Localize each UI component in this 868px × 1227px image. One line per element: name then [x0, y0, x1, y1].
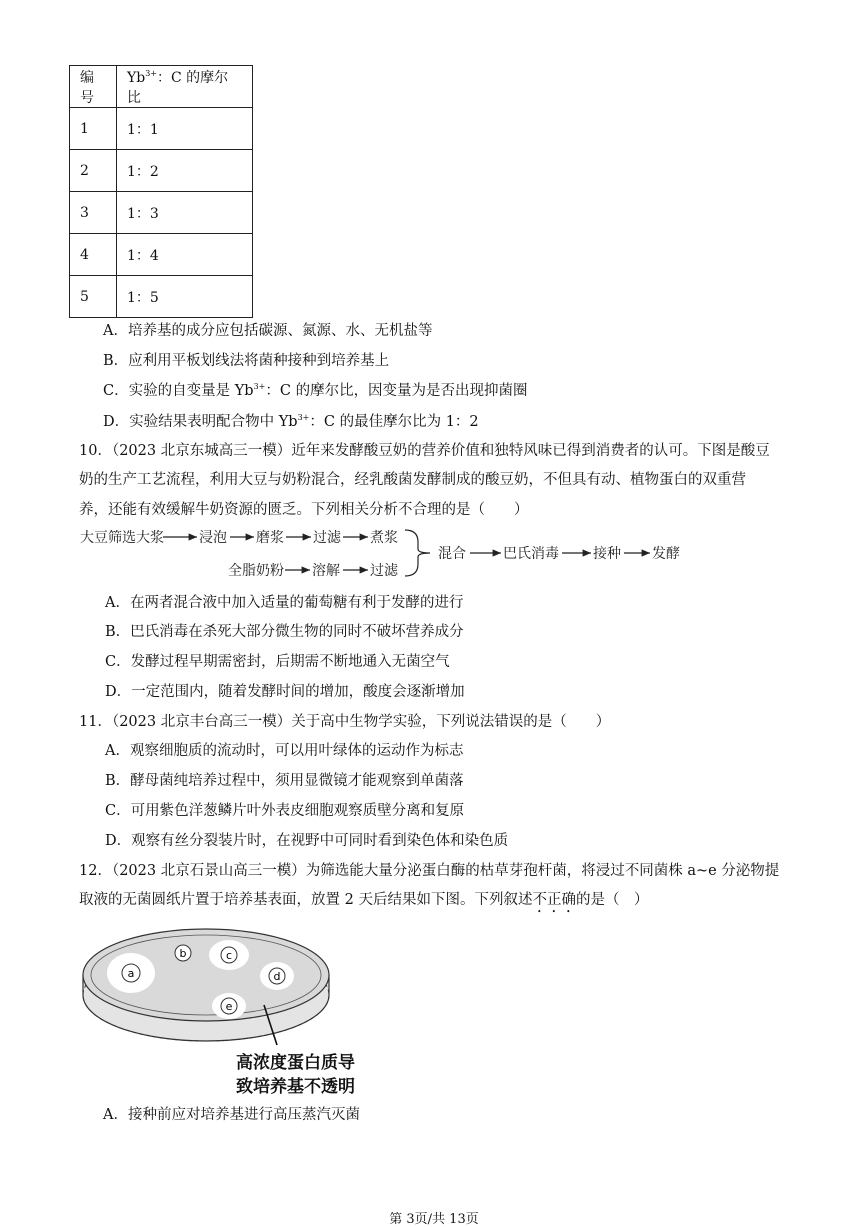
- flow-step: 大豆筛选大浆: [80, 530, 164, 546]
- q12-stem-line2: [79, 888, 648, 916]
- header-sup: 3+: [145, 68, 158, 78]
- header-rest: ：C 的摩尔比: [127, 69, 229, 106]
- table-cell: 1：5: [117, 276, 253, 318]
- disc-label: d: [273, 970, 281, 983]
- header-yb: Yb: [127, 69, 146, 86]
- q12-stem-line1: 12．（2023 北京石景山高三一模）为筛选能大量分泌蛋白酶的枯草芽孢杆菌，将浸过不同菌株 a~e 分泌物提: [79, 863, 780, 879]
- q10-option-d: D．一定范围内，随着发酵时间的增加，酸度会逐渐增加: [105, 684, 465, 700]
- flow-step: 过滤: [313, 530, 341, 546]
- q11-option-c: C．可用紫色洋葱鳞片叶外表皮细胞观察质壁分离和复原: [105, 803, 465, 819]
- q9-c-sup: 3+: [253, 382, 266, 391]
- flow-step: 溶解: [312, 563, 340, 579]
- ratio-table: [69, 65, 253, 318]
- table-cell: 1：4: [117, 234, 253, 276]
- table-cell: 3: [70, 192, 117, 234]
- q9-d-post: ：C 的最佳摩尔比为 1：2: [309, 414, 479, 430]
- q9-option-a: A．培养基的成分应包括碳源、氮源、水、无机盐等: [103, 323, 433, 339]
- production-flowchart: [0, 520, 868, 585]
- table-row: [70, 108, 253, 150]
- table-cell: 1：2: [117, 150, 253, 192]
- q9-d-pre: D．实验结果表明配合物中 Yb: [103, 414, 298, 430]
- table-cell: 1: [70, 108, 117, 150]
- table-row: [70, 192, 253, 234]
- flow-step: 巴氏消毒: [503, 546, 559, 562]
- q10-stem-line3: 养，还能有效缓解牛奶资源的匮乏。下列相关分析不合理的是（ ）: [79, 502, 529, 518]
- flow-step: 浸泡: [199, 530, 227, 546]
- q9-c-pre: C．实验的自变量是 Yb: [103, 383, 254, 399]
- q11-stem: 11．（2023 北京丰台高三一模）关于高中生物学实验，下列说法错误的是（ ）: [79, 714, 611, 730]
- table-row: [70, 276, 253, 318]
- table-row: [70, 150, 253, 192]
- disc-label: b: [179, 947, 187, 960]
- q10-option-a: A．在两者混合液中加入适量的葡萄糖有利于发酵的进行: [105, 595, 464, 611]
- table-row: [70, 234, 253, 276]
- flow-step: 磨浆: [256, 530, 284, 546]
- table-header-row: [70, 66, 253, 108]
- q12-stem-pre: 取液的无菌圆纸片置于培养基表面，放置 2 天后结果如下图。下列叙述: [79, 892, 533, 908]
- q9-option-c: [103, 379, 528, 400]
- q11-option-a: A．观察细胞质的流动时，可以用叶绿体的运动作为标志: [105, 743, 464, 759]
- flow-step: 混合: [438, 546, 466, 562]
- q10-option-c: C．发酵过程早期需密封，后期需不断地通入无菌空气: [105, 654, 450, 670]
- table-header-cell: 编号: [70, 66, 117, 108]
- q9-c-post: ：C 的摩尔比，因变量为是否出现抑菌圈: [265, 383, 528, 399]
- callout-text-line2: 致培养基不透明: [236, 1077, 355, 1097]
- table-header-cell: [117, 66, 253, 108]
- callout-text-line1: 高浓度蛋白质导: [236, 1053, 355, 1073]
- disc-label: a: [127, 967, 135, 980]
- table-cell: 4: [70, 234, 117, 276]
- flow-step: 过滤: [370, 563, 398, 579]
- q9-d-sup: 3+: [297, 413, 310, 422]
- q10-stem-line1: 10．（2023 北京东城高三一模）近年来发酵酸豆奶的营养价值和独特风味已得到消费者的认可。下图是酸豆: [79, 443, 770, 459]
- flow-brace: [405, 530, 430, 576]
- table-cell: 1：3: [117, 192, 253, 234]
- q11-option-b: B．酵母菌纯培养过程中，须用显微镜才能观察到单菌落: [105, 773, 464, 789]
- q11-option-d: D．观察有丝分裂装片时，在视野中可同时看到染色体和染色质: [105, 833, 509, 849]
- table-cell: 5: [70, 276, 117, 318]
- flow-step: 全脂奶粉: [228, 563, 284, 579]
- flow-step: 煮浆: [370, 530, 398, 546]
- q10-option-b: B．巴氏消毒在杀死大部分微生物的同时不破坏营养成分: [105, 624, 464, 640]
- table-cell: 1：1: [117, 108, 253, 150]
- flow-step: 发酵: [652, 546, 680, 562]
- q12-stem-post: 的是（ ）: [575, 892, 649, 908]
- q9-option-d: [103, 410, 479, 431]
- flow-step: 接种: [593, 546, 621, 562]
- disc-label: e: [225, 1000, 233, 1013]
- q12-stem-emph: 不正确: [532, 892, 576, 908]
- q12-option-a: A．接种前应对培养基进行高压蒸汽灭菌: [103, 1107, 360, 1123]
- table-cell: 2: [70, 150, 117, 192]
- q10-stem-line2: 奶的生产工艺流程，利用大豆与奶粉混合，经乳酸菌发酵制成的酸豆奶，不但具有动、植物蛋白的双重营: [79, 472, 746, 488]
- q9-option-b: B．应利用平板划线法将菌种接种到培养基上: [103, 353, 390, 369]
- disc-label: c: [225, 949, 233, 962]
- page-footer: 第 3页/共 13页: [389, 1212, 479, 1227]
